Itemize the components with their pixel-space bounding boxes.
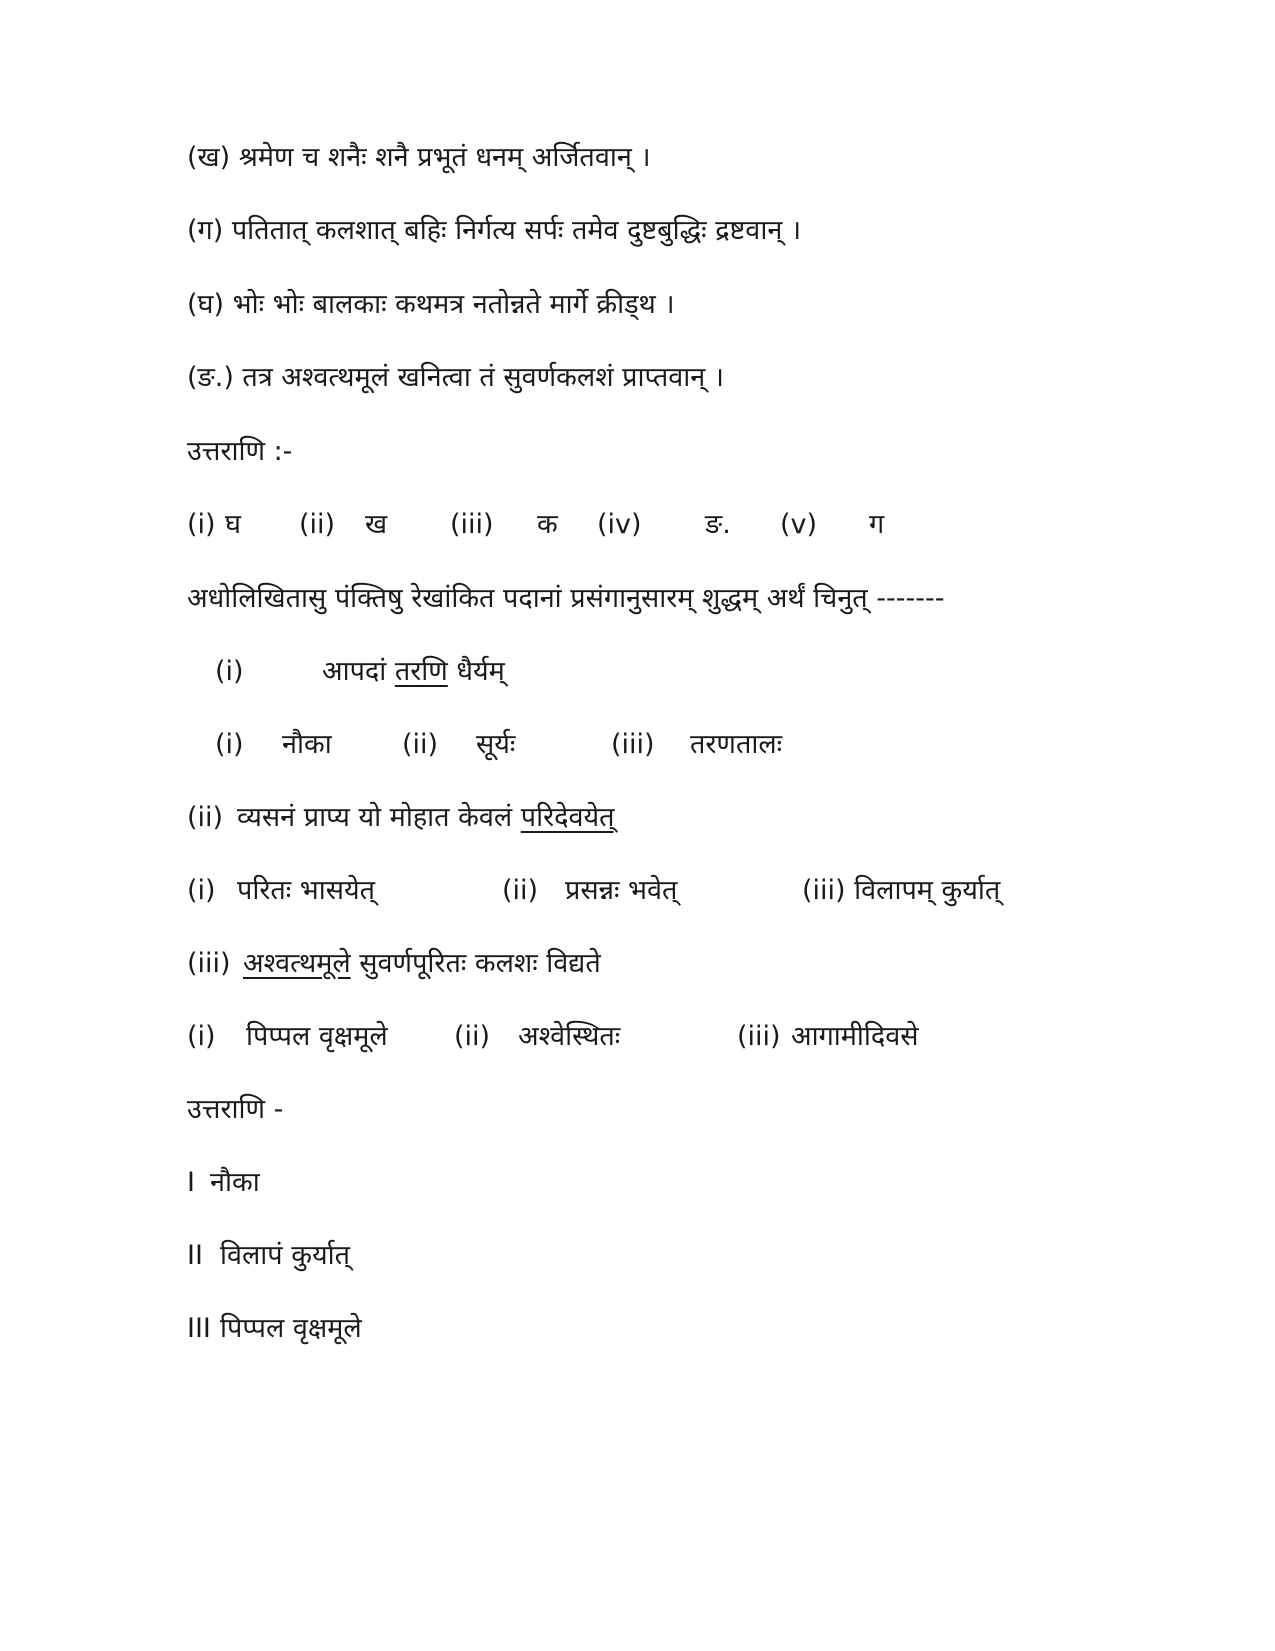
answer-text: विलापं कुर्यात् xyxy=(220,1240,351,1271)
option-text: विलापम् कुर्यात् xyxy=(854,875,1001,906)
option-number: (iii) xyxy=(737,1021,781,1052)
answer-text: नौका xyxy=(210,1167,260,1198)
question-2-options xyxy=(187,871,1087,911)
question-3 xyxy=(187,944,887,984)
question-text xyxy=(237,798,615,838)
answer-number: (v) xyxy=(780,509,818,540)
question-number: (i) xyxy=(215,656,244,687)
answer-number: (iii) xyxy=(450,509,494,540)
sentence-ga: (ग) पतितात् कलशात् बहिः निर्गत्य सर्पः तमेव दुष्टबुद्धिः द्रष्टवान् । xyxy=(187,215,802,246)
answer-value: ङ. xyxy=(705,509,731,540)
answer-number: (i) xyxy=(187,509,216,540)
option-number: (ii) xyxy=(502,875,539,906)
option-text: प्रसन्नः भवेत् xyxy=(565,875,678,906)
answer-value: घ xyxy=(225,509,241,540)
question-number: (ii) xyxy=(187,802,224,833)
question-text xyxy=(322,652,505,692)
answer-text: पिप्पल वृक्षमूले xyxy=(220,1313,362,1344)
underlined-word: अश्वत्थमूले xyxy=(243,948,351,979)
question-3-options xyxy=(187,1017,1087,1057)
answer-number: (iv) xyxy=(597,509,642,540)
option-text: परितः भासयेत् xyxy=(237,875,376,906)
option-number: (ii) xyxy=(454,1021,491,1052)
option-text: अश्वेस्थितः xyxy=(518,1021,621,1052)
sentence-gha: (घ) भोः भोः बालकाः कथमत्र नतोन्नते मार्गे क्रीड्थ । xyxy=(187,289,675,320)
option-number: (iii) xyxy=(802,875,846,906)
option-text: सूर्यः xyxy=(476,729,516,760)
answers-heading-1: उत्तराणि :- xyxy=(187,436,293,467)
answer-number: II xyxy=(187,1240,203,1271)
option-text: तरणतालः xyxy=(690,729,783,760)
option-number: (ii) xyxy=(402,729,439,760)
sentence-nga: (ङ.) तत्र अश्वत्थमूलं खनित्वा तं सुवर्णकलशं प्राप्तवान् । xyxy=(187,362,725,393)
question-text-after: धैर्यम् xyxy=(447,656,505,687)
option-number: (i) xyxy=(215,729,244,760)
question-text-after: सुवर्णपूरितः कलशः विद्यते xyxy=(350,948,601,979)
question-2 xyxy=(187,798,887,838)
answers-row-1 xyxy=(187,505,1087,545)
answer-number: (ii) xyxy=(299,509,336,540)
answer-value: ख xyxy=(365,509,388,540)
question-1 xyxy=(215,652,815,692)
answer-item-3 xyxy=(187,1309,587,1349)
option-text: नौका xyxy=(282,729,332,760)
answer-number: III xyxy=(187,1313,211,1344)
question-1-options xyxy=(215,725,915,765)
question-number: (iii) xyxy=(187,948,231,979)
answers-heading-2: उत्तराणि - xyxy=(187,1094,284,1125)
option-number: (i) xyxy=(187,875,216,906)
sentence-kha: (ख) श्रमेण च शनैः शनै प्रभूतं धनम् अर्जितवान् । xyxy=(187,142,651,173)
underlined-word: तरणि xyxy=(394,656,448,687)
option-number: (i) xyxy=(187,1021,216,1052)
option-number: (iii) xyxy=(611,729,655,760)
option-full xyxy=(802,871,1000,911)
question-text xyxy=(243,944,601,984)
answer-item-1 xyxy=(187,1163,587,1203)
answer-value: ग xyxy=(869,509,885,540)
question-text-before: व्यसनं प्राप्य यो मोहात केवलं xyxy=(237,802,521,833)
answer-item-2 xyxy=(187,1236,587,1276)
answer-value: क xyxy=(537,509,558,540)
instruction: अधोलिखितासु पंक्तिषु रेखांकित पदानां प्रसंगानुसारम् शुद्धम् अर्थं चिनुत् ------- xyxy=(187,583,945,614)
question-text-before: आपदां xyxy=(322,656,395,687)
underlined-word: परिदेवयेत् xyxy=(520,802,615,833)
option-text: पिप्पल वृक्षमूले xyxy=(246,1021,388,1052)
answer-number: I xyxy=(187,1167,195,1198)
option-text: आगामीदिवसे xyxy=(791,1021,919,1052)
